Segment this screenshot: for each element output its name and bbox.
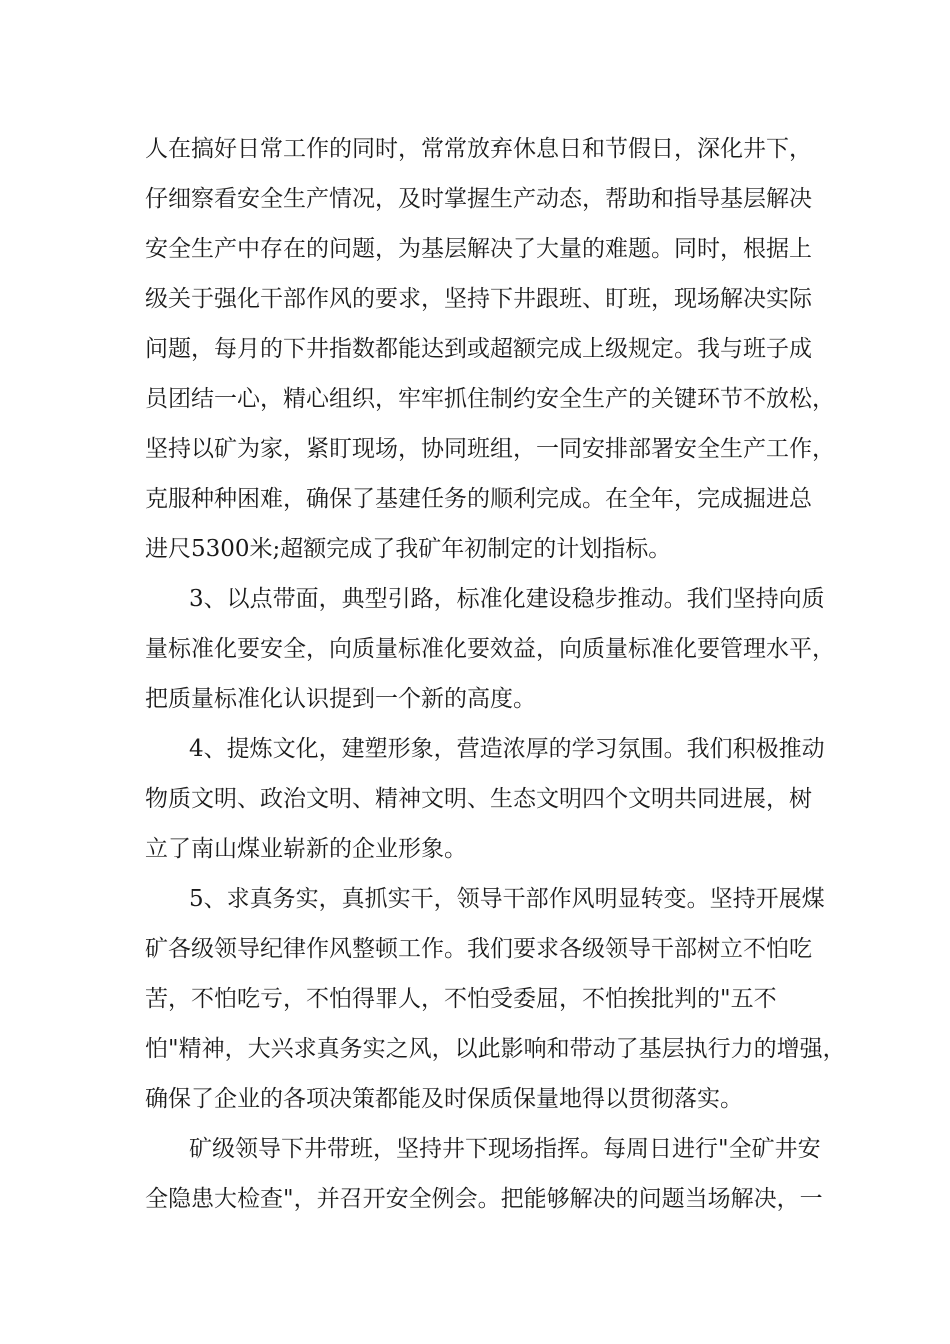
paragraph-4-line-5: 确保了企业的各项决策都能及时保质保量地得以贯彻落实。 [145, 1086, 743, 1112]
paragraph-3-line-1: 4、提炼文化，建塑形象，营造浓厚的学习氛围。我们积极推动 [189, 736, 825, 762]
paragraph-1-line-5: 问题，每月的下井指数都能达到或超额完成上级规定。我与班子成 [145, 336, 812, 362]
paragraph-4-line-2: 矿各级领导纪律作风整顿工作。我们要求各级领导干部树立不怕吃 [145, 936, 812, 962]
paragraph-2-line-3: 把质量标准化认识提到一个新的高度。 [145, 686, 536, 712]
paragraph-1-line-6: 员团结一心，精心组织，牢牢抓住制约安全生产的关键环节不放松， [145, 386, 835, 412]
paragraph-1-line-9: 进尺5300米;超额完成了我矿年初制定的计划指标。 [145, 536, 672, 562]
paragraph-5-line-1: 矿级领导下井带班，坚持井下现场指挥。每周日进行"全矿井安 [189, 1136, 821, 1162]
paragraph-1-line-4: 级关于强化干部作风的要求，坚持下井跟班、盯班，现场解决实际 [145, 286, 812, 312]
paragraph-1-line-8: 克服种种困难，确保了基建任务的顺利完成。在全年，完成掘进总 [145, 486, 812, 512]
paragraph-4-line-3: 苦，不怕吃亏，不怕得罪人，不怕受委屈，不怕挨批判的"五不 [145, 986, 777, 1012]
paragraph-3-line-2: 物质文明、政治文明、精神文明、生态文明四个文明共同进展，树 [145, 786, 812, 812]
paragraph-2-line-2: 量标准化要安全，向质量标准化要效益，向质量标准化要管理水平， [145, 636, 835, 662]
paragraph-1-line-3: 安全生产中存在的问题，为基层解决了大量的难题。同时，根据上 [145, 236, 812, 262]
paragraph-1-line-1: 人在搞好日常工作的同时，常常放弃休息日和节假日，深化井下， [145, 136, 812, 162]
paragraph-1-line-7: 坚持以矿为家，紧盯现场，协同班组，一同安排部署安全生产工作， [145, 436, 835, 462]
paragraph-5-line-2: 全隐患大检查"，并召开安全例会。把能够解决的问题当场解决，一 [145, 1186, 823, 1212]
paragraph-3-line-3: 立了南山煤业崭新的企业形象。 [145, 836, 467, 862]
paragraph-4-line-1: 5、求真务实，真抓实干，领导干部作风明显转变。坚持开展煤 [189, 886, 825, 912]
paragraph-1-line-2: 仔细察看安全生产情况，及时掌握生产动态，帮助和指导基层解决 [145, 186, 812, 212]
paragraph-2-line-1: 3、以点带面，典型引路，标准化建设稳步推动。我们坚持向质 [189, 586, 825, 612]
paragraph-4-line-4: 怕"精神，大兴求真务实之风，以此影响和带动了基层执行力的增强， [145, 1036, 846, 1062]
